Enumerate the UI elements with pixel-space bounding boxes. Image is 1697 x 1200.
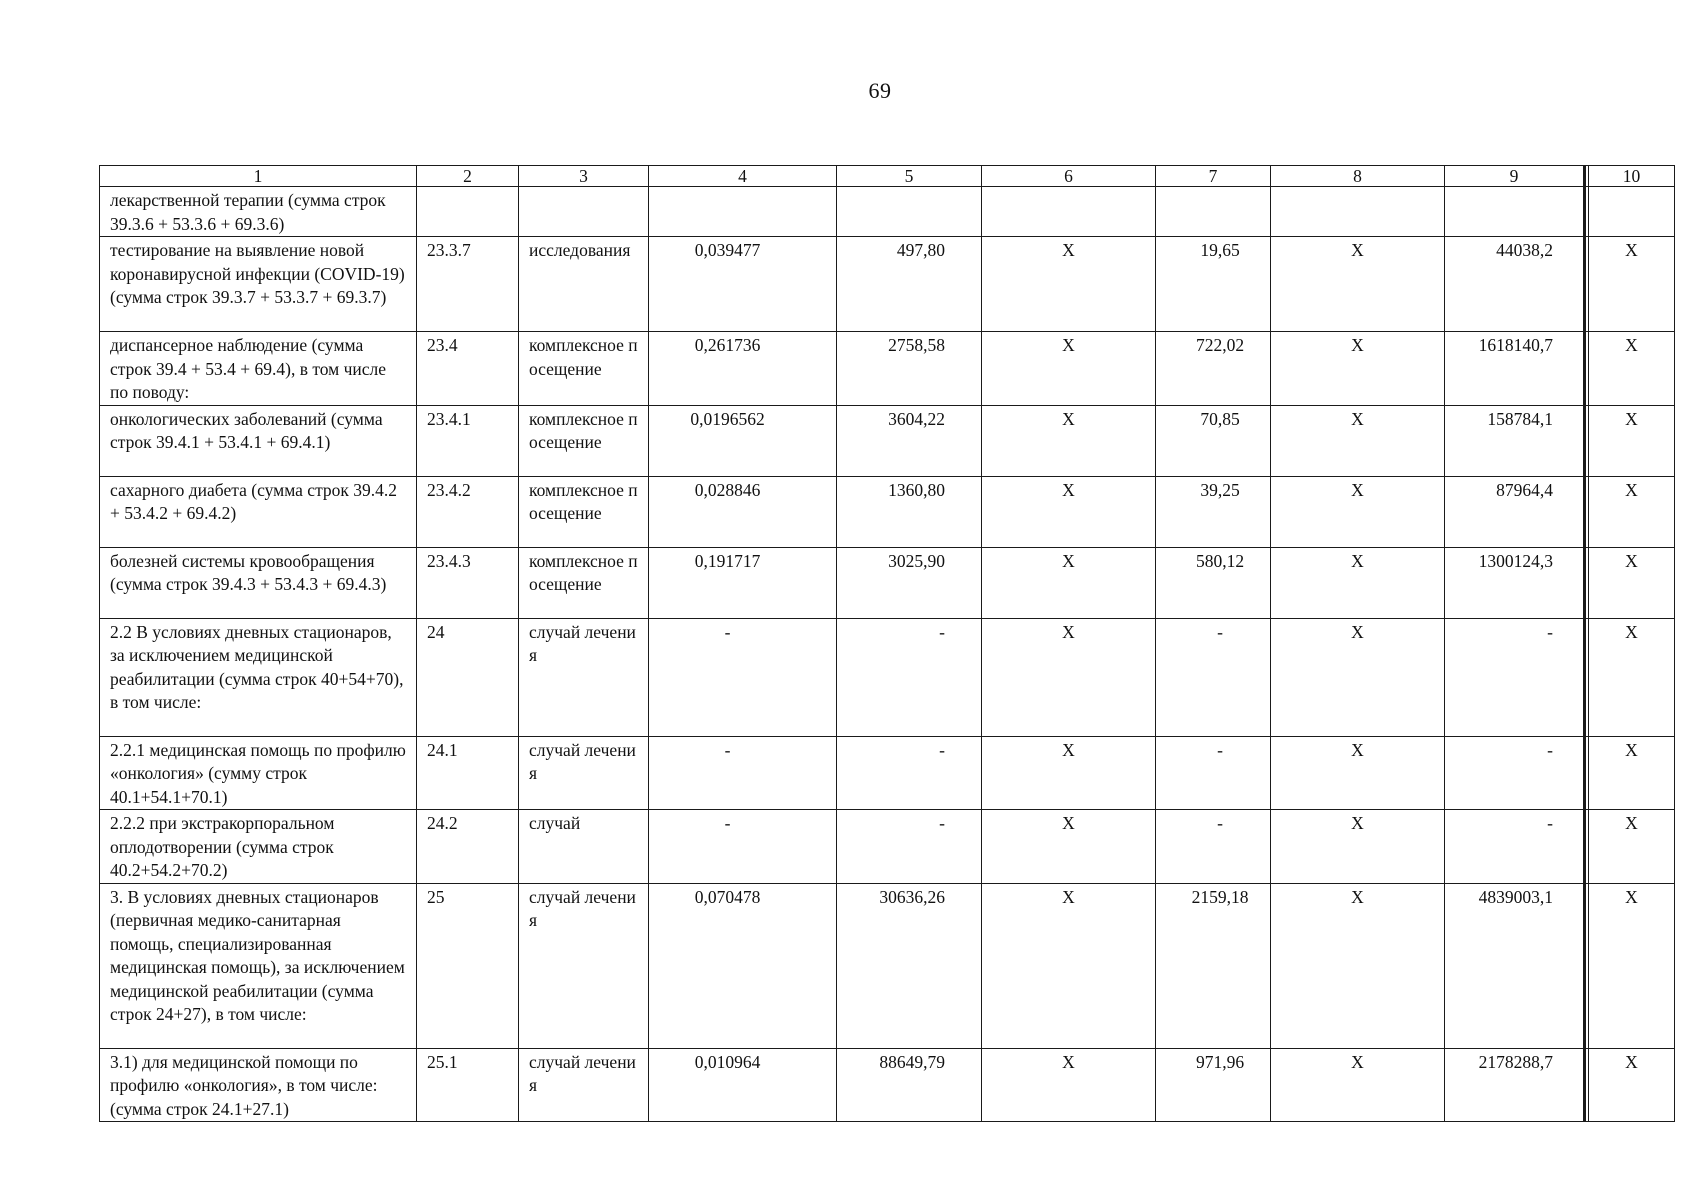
table-cell-col-7 bbox=[1156, 187, 1271, 237]
table-row bbox=[100, 547, 1675, 618]
table-cell-col-6: X bbox=[982, 618, 1156, 736]
table-cell-col-8: X bbox=[1271, 547, 1445, 618]
table-cell-col-1: 2.2 В условиях дневных стационаров, за исключением медицинской реабилитации (сумма строк 40+54+70), в том числе: bbox=[100, 618, 417, 736]
table-cell-col-3: комплексное посещение bbox=[519, 476, 649, 547]
col-header-7: 7 bbox=[1156, 166, 1271, 187]
table-cell-col-1: 2.2.2 при экстракорпоральном оплодотворении (сумма строк 40.2+54.2+70.2) bbox=[100, 810, 417, 884]
table-row bbox=[100, 476, 1675, 547]
table-cell-col-5 bbox=[837, 187, 982, 237]
table-cell-col-2: 23.4 bbox=[417, 332, 519, 406]
table-cell-col-9: 4839003,1 bbox=[1445, 883, 1585, 1048]
table-cell-col-7: 39,25 bbox=[1156, 476, 1271, 547]
table-cell-col-1: лекарственной терапии (сумма строк 39.3.6 + 53.3.6 + 69.3.6) bbox=[100, 187, 417, 237]
table-cell-col-8 bbox=[1271, 187, 1445, 237]
col-header-3: 3 bbox=[519, 166, 649, 187]
table-row bbox=[100, 237, 1675, 332]
table-cell-col-7: 2159,18 bbox=[1156, 883, 1271, 1048]
table-cell-col-2: 23.4.2 bbox=[417, 476, 519, 547]
table-cell-col-6: X bbox=[982, 883, 1156, 1048]
table-cell-col-7: - bbox=[1156, 810, 1271, 884]
table-cell-col-1: тестирование на выявление новой коронавирусной инфекции (COVID-19) (сумма строк 39.3.7 + 53.3.7 + 69.3.7) bbox=[100, 237, 417, 332]
table-row bbox=[100, 187, 1675, 237]
table-cell-col-6: X bbox=[982, 237, 1156, 332]
table-cell-col-9: 1618140,7 bbox=[1445, 332, 1585, 406]
table-cell-col-5: 3025,90 bbox=[837, 547, 982, 618]
table-cell-col-4: 0,070478 bbox=[649, 883, 837, 1048]
table-cell-col-9: 1300124,3 bbox=[1445, 547, 1585, 618]
table-cell-col-10: X bbox=[1589, 237, 1675, 332]
table-cell-col-10 bbox=[1589, 187, 1675, 237]
table-cell-col-7: - bbox=[1156, 736, 1271, 810]
table-cell-col-6: X bbox=[982, 405, 1156, 476]
table-cell-col-3: комплексное посещение bbox=[519, 405, 649, 476]
table-cell-col-3: случай лечения bbox=[519, 736, 649, 810]
table-cell-col-4: 0,191717 bbox=[649, 547, 837, 618]
table-row bbox=[100, 405, 1675, 476]
table-row bbox=[100, 883, 1675, 1048]
table-cell-col-7: 971,96 bbox=[1156, 1048, 1271, 1122]
table-cell-col-5: - bbox=[837, 736, 982, 810]
table-cell-col-3: случай лечения bbox=[519, 618, 649, 736]
table-cell-col-5: 497,80 bbox=[837, 237, 982, 332]
table-cell-col-4 bbox=[649, 187, 837, 237]
table-cell-col-3: комплексное посещение bbox=[519, 332, 649, 406]
table-cell-col-6: X bbox=[982, 810, 1156, 884]
page-number: 69 bbox=[868, 78, 892, 103]
header-row bbox=[100, 166, 1675, 187]
table-cell-col-1: 2.2.1 медицинская помощь по профилю «онкология» (сумму строк 40.1+54.1+70.1) bbox=[100, 736, 417, 810]
table-cell-col-1: онкологических заболеваний (сумма строк 39.4.1 + 53.4.1 + 69.4.1) bbox=[100, 405, 417, 476]
table-cell-col-8: X bbox=[1271, 1048, 1445, 1122]
table-cell-col-1: болезней системы кровообращения (сумма строк 39.4.3 + 53.4.3 + 69.4.3) bbox=[100, 547, 417, 618]
table-cell-col-9 bbox=[1445, 187, 1585, 237]
table-cell-col-7: 19,65 bbox=[1156, 237, 1271, 332]
table-cell-col-8: X bbox=[1271, 810, 1445, 884]
table-cell-col-5: - bbox=[837, 618, 982, 736]
table-cell-col-2: 23.4.3 bbox=[417, 547, 519, 618]
table-cell-col-4: 0,039477 bbox=[649, 237, 837, 332]
table-cell-col-4: 0,028846 bbox=[649, 476, 837, 547]
table-cell-col-9: - bbox=[1445, 618, 1585, 736]
table-cell-col-2: 23.3.7 bbox=[417, 237, 519, 332]
table-cell-col-5: 1360,80 bbox=[837, 476, 982, 547]
table-cell-col-3: исследования bbox=[519, 237, 649, 332]
table-cell-col-10: X bbox=[1589, 883, 1675, 1048]
table-cell-col-10: X bbox=[1589, 1048, 1675, 1122]
col-header-1: 1 bbox=[100, 166, 417, 187]
col-header-2: 2 bbox=[417, 166, 519, 187]
table-cell-col-2: 25.1 bbox=[417, 1048, 519, 1122]
table-cell-col-3: случай bbox=[519, 810, 649, 884]
col-header-5: 5 bbox=[837, 166, 982, 187]
col-header-4: 4 bbox=[649, 166, 837, 187]
table-cell-col-2: 24 bbox=[417, 618, 519, 736]
table-cell-col-10: X bbox=[1589, 405, 1675, 476]
table-cell-col-9: 158784,1 bbox=[1445, 405, 1585, 476]
table-cell-col-8: X bbox=[1271, 237, 1445, 332]
table-cell-col-8: X bbox=[1271, 618, 1445, 736]
table-cell-col-7: 580,12 bbox=[1156, 547, 1271, 618]
table-cell-col-6: X bbox=[982, 736, 1156, 810]
table-cell-col-1: сахарного диабета (сумма строк 39.4.2 + 53.4.2 + 69.4.2) bbox=[100, 476, 417, 547]
table-cell-col-5: 2758,58 bbox=[837, 332, 982, 406]
table-cell-col-7: 70,85 bbox=[1156, 405, 1271, 476]
table-cell-col-3: случай лечения bbox=[519, 883, 649, 1048]
col-header-10: 10 bbox=[1589, 166, 1675, 187]
table-cell-col-10: X bbox=[1589, 810, 1675, 884]
table-cell-col-4: 0,0196562 bbox=[649, 405, 837, 476]
table-cell-col-8: X bbox=[1271, 332, 1445, 406]
table-cell-col-8: X bbox=[1271, 405, 1445, 476]
table-cell-col-8: X bbox=[1271, 476, 1445, 547]
table-cell-col-6: X bbox=[982, 1048, 1156, 1122]
table-cell-col-4: - bbox=[649, 618, 837, 736]
table-cell-col-9: - bbox=[1445, 810, 1585, 884]
table-cell-col-8: X bbox=[1271, 736, 1445, 810]
table-cell-col-9: - bbox=[1445, 736, 1585, 810]
table-cell-col-9: 2178288,7 bbox=[1445, 1048, 1585, 1122]
table-cell-col-10: X bbox=[1589, 476, 1675, 547]
table-cell-col-3: случай лечения bbox=[519, 1048, 649, 1122]
table-row bbox=[100, 1048, 1675, 1122]
table-cell-col-3 bbox=[519, 187, 649, 237]
table-row bbox=[100, 736, 1675, 810]
table-cell-col-2: 24.1 bbox=[417, 736, 519, 810]
table-cell-col-4: - bbox=[649, 810, 837, 884]
table-cell-col-10: X bbox=[1589, 332, 1675, 406]
table-cell-col-5: 30636,26 bbox=[837, 883, 982, 1048]
table-cell-col-1: диспансерное наблюдение (сумма строк 39.4 + 53.4 + 69.4), в том числе по поводу: bbox=[100, 332, 417, 406]
table-cell-col-1: 3.1) для медицинской помощи по профилю «онкология», в том числе: (сумма строк 24.1+27.1) bbox=[100, 1048, 417, 1122]
col-header-9: 9 bbox=[1445, 166, 1585, 187]
table-cell-col-2: 24.2 bbox=[417, 810, 519, 884]
data-table bbox=[99, 165, 1675, 1122]
table-cell-col-6: X bbox=[982, 476, 1156, 547]
table-cell-col-6: X bbox=[982, 547, 1156, 618]
table-cell-col-2: 23.4.1 bbox=[417, 405, 519, 476]
table-cell-col-2: 25 bbox=[417, 883, 519, 1048]
table-row bbox=[100, 332, 1675, 406]
table-row bbox=[100, 810, 1675, 884]
table-cell-col-6: X bbox=[982, 332, 1156, 406]
table-row bbox=[100, 618, 1675, 736]
table-cell-col-9: 44038,2 bbox=[1445, 237, 1585, 332]
table-cell-col-2 bbox=[417, 187, 519, 237]
table-cell-col-4: - bbox=[649, 736, 837, 810]
col-header-6: 6 bbox=[982, 166, 1156, 187]
table-cell-col-3: комплексное посещение bbox=[519, 547, 649, 618]
table-cell-col-4: 0,261736 bbox=[649, 332, 837, 406]
table-cell-col-10: X bbox=[1589, 547, 1675, 618]
col-header-8: 8 bbox=[1271, 166, 1445, 187]
table-cell-col-6 bbox=[982, 187, 1156, 237]
table-cell-col-7: - bbox=[1156, 618, 1271, 736]
table-cell-col-1: 3. В условиях дневных стационаров (первичная медико-санитарная помощь, специализированная медицинская помощь), за исключением медицинской реабилитации (сумма строк 24+27), в том числе: bbox=[100, 883, 417, 1048]
table-cell-col-7: 722,02 bbox=[1156, 332, 1271, 406]
table-cell-col-4: 0,010964 bbox=[649, 1048, 837, 1122]
table-cell-col-10: X bbox=[1589, 736, 1675, 810]
table-cell-col-8: X bbox=[1271, 883, 1445, 1048]
table-cell-col-5: - bbox=[837, 810, 982, 884]
table-cell-col-5: 88649,79 bbox=[837, 1048, 982, 1122]
table-cell-col-5: 3604,22 bbox=[837, 405, 982, 476]
table-cell-col-10: X bbox=[1589, 618, 1675, 736]
table-cell-col-9: 87964,4 bbox=[1445, 476, 1585, 547]
